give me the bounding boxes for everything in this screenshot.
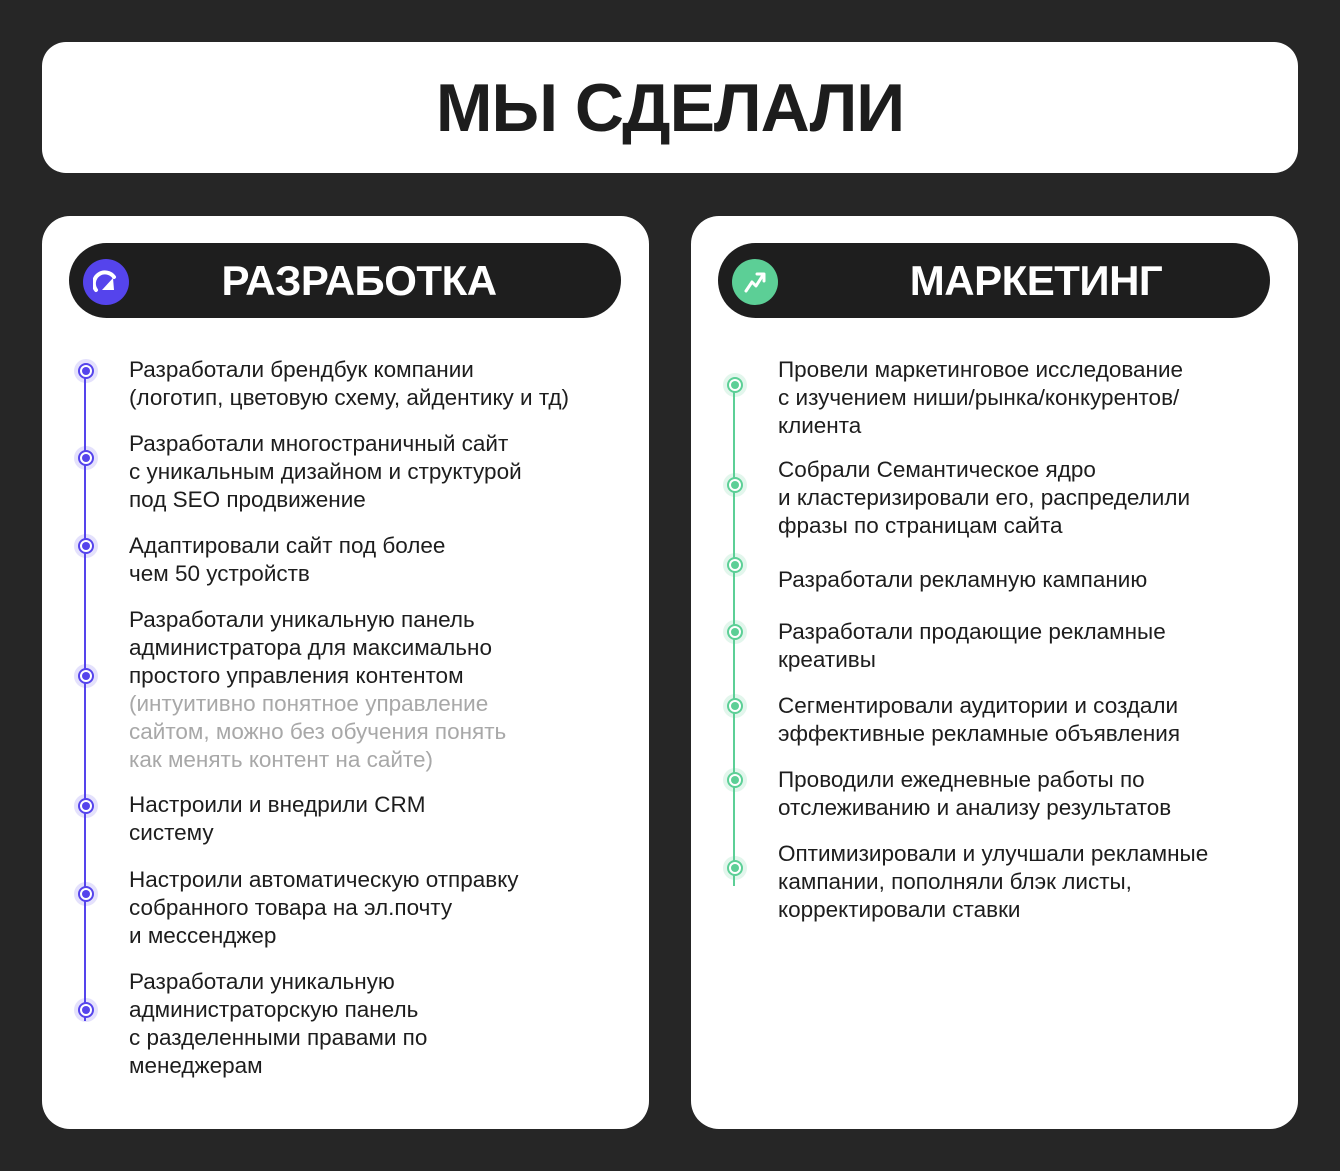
item-text-line: систему <box>129 820 214 845</box>
item-text-line: Проводили ежедневные работы по <box>778 767 1145 792</box>
item-note-line: как менять контент на сайте) <box>129 747 433 772</box>
marketing-bullet-7 <box>723 856 747 880</box>
item-text-line: Настроили и внедрили CRM <box>129 792 426 817</box>
marketing-item-6 <box>778 766 1280 822</box>
item-text-line: Сегментировали аудитории и создали <box>778 693 1179 718</box>
page-title: МЫ СДЕЛАЛИ <box>435 69 905 146</box>
item-text-line: собранного товара на эл.почту <box>129 895 453 920</box>
marketing-bullet-6 <box>723 768 747 792</box>
item-text-line: Собрали Семантическое ядро <box>778 457 1096 482</box>
item-text-line: Разработали уникальную панель <box>129 607 475 632</box>
marketing-card <box>691 216 1298 1129</box>
marketing-item-2 <box>778 456 1280 540</box>
marketing-item-3 <box>778 566 1280 594</box>
item-note-line: (интуитивно понятное управление <box>129 691 489 716</box>
development-item-3 <box>129 532 631 588</box>
marketing-item-7 <box>778 840 1280 924</box>
item-text-line: эффективные рекламные объявления <box>778 721 1181 746</box>
marketing-bullet-2 <box>723 473 747 497</box>
development-header <box>69 243 621 318</box>
marketing-bullet-5 <box>723 694 747 718</box>
item-text-line: менеджерам <box>129 1053 263 1078</box>
item-text-line: Разработали уникальную <box>129 969 395 994</box>
marketing-item-4 <box>778 618 1280 674</box>
development-bullet-5 <box>74 794 98 818</box>
item-text-line: под SEO продвижение <box>129 487 366 512</box>
item-text-line: администраторскую панель <box>129 997 419 1022</box>
marketing-bullet-1 <box>723 373 747 397</box>
item-text-line: с уникальным дизайном и структурой <box>129 459 522 484</box>
title-banner <box>42 42 1298 173</box>
item-text-line: креативы <box>778 647 876 672</box>
item-text-line: корректировали ставки <box>778 897 1021 922</box>
item-text-line: с изучением ниши/рынка/конкурентов/ <box>778 385 1180 410</box>
item-text-line: отслеживанию и анализу результатов <box>778 795 1172 820</box>
development-title: РАЗРАБОТКА <box>221 256 497 304</box>
development-bullet-3 <box>74 534 98 558</box>
item-text-line: администратора для максимально <box>129 635 492 660</box>
item-text-line: и мессенджер <box>129 923 277 948</box>
item-text-line: Разработали многостраничный сайт <box>129 431 509 456</box>
marketing-header <box>718 243 1270 318</box>
item-text-line: Разработали продающие рекламные <box>778 619 1166 644</box>
item-text-line: Разработали брендбук компании <box>129 357 474 382</box>
item-text-line: кампании, пополняли блэк листы, <box>778 869 1132 894</box>
item-text-line: (логотип, цветовую схему, айдентику и тд) <box>129 385 570 410</box>
development-item-4 <box>129 606 631 774</box>
development-bullet-2 <box>74 446 98 470</box>
item-text-line: Адаптировали сайт под более <box>129 533 446 558</box>
item-text-line: и кластеризировали его, распределили <box>778 485 1191 510</box>
development-bullet-6 <box>74 882 98 906</box>
item-text-line: простого управления контентом <box>129 663 464 688</box>
item-text-line: с разделенными правами по <box>129 1025 428 1050</box>
item-text-line: Разработали рекламную кампанию <box>778 567 1148 592</box>
development-bullet-7 <box>74 998 98 1022</box>
item-text-line: чем 50 устройств <box>129 561 310 586</box>
item-note-line: сайтом, можно без обучения понять <box>129 719 507 744</box>
item-text-line: Оптимизировали и улучшали рекламные <box>778 841 1209 866</box>
marketing-title: МАРКЕТИНГ <box>909 256 1163 304</box>
development-bullet-4 <box>74 664 98 688</box>
marketing-bullet-4 <box>723 620 747 644</box>
development-item-2 <box>129 430 631 514</box>
development-item-5 <box>129 791 631 847</box>
item-text-line: Настроили автоматическую отправку <box>129 867 519 892</box>
item-text-line: клиента <box>778 413 862 438</box>
marketing-item-5 <box>778 692 1280 748</box>
development-item-1 <box>129 356 631 412</box>
marketing-bullet-3 <box>723 553 747 577</box>
development-item-7 <box>129 968 631 1080</box>
item-text-line: Провели маркетинговое исследование <box>778 357 1184 382</box>
marketing-item-1 <box>778 356 1280 440</box>
development-card <box>42 216 649 1129</box>
development-bullet-1 <box>74 359 98 383</box>
development-item-6 <box>129 866 631 950</box>
item-text-line: фразы по страницам сайта <box>778 513 1063 538</box>
